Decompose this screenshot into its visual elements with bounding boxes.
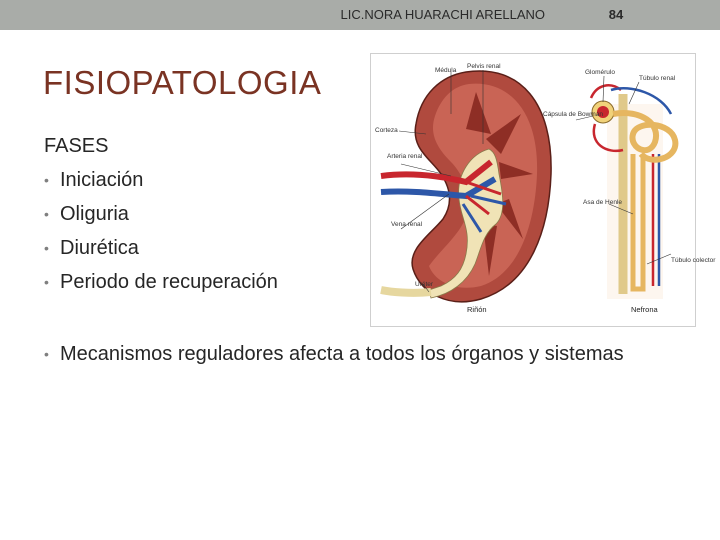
fase-item: • Iniciación xyxy=(44,163,278,197)
fases-heading: FASES xyxy=(44,135,109,157)
label-corteza: Corteza xyxy=(375,127,398,134)
label-tubulo-renal: Túbulo renal xyxy=(639,75,676,82)
label-asa-henle: Asa de Henle xyxy=(583,199,623,206)
paragraph xyxy=(44,340,684,368)
slide-title: FISIOPATOLOGIA xyxy=(43,64,322,101)
bullet-icon: • xyxy=(44,346,49,362)
fases-list xyxy=(44,163,278,299)
label-vena-renal: Vena renal xyxy=(391,221,423,228)
author-name: LIC.NORA HUARACHI ARELLANO xyxy=(340,7,545,22)
caption-rinon: Riñón xyxy=(467,305,487,314)
label-medula: Médula xyxy=(435,67,457,74)
fase-item: • Periodo de recuperación xyxy=(44,265,278,299)
label-tubulo-colector: Túbulo colector xyxy=(671,257,716,264)
label-pelvis-renal: Pelvis renal xyxy=(467,63,501,70)
fase-item: • Diurética xyxy=(44,231,278,265)
label-capsula-bowman: Cápsula de Bowman xyxy=(543,111,603,118)
ureter xyxy=(381,290,431,293)
label-glomerulo: Glomérulo xyxy=(585,69,615,76)
paragraph-text: Mecanismos reguladores afecta a todos los órganos y sistemas xyxy=(60,343,624,365)
kidney-illustration xyxy=(371,54,716,326)
label-ureter: Uréter xyxy=(415,281,434,288)
page-number: 84 xyxy=(608,7,624,22)
label-arteria-renal: Arteria renal xyxy=(387,153,423,160)
header-bar xyxy=(0,0,720,30)
caption-nefrona: Nefrona xyxy=(631,305,658,314)
kidney-nephron-figure xyxy=(370,53,716,327)
fase-item: • Oliguria xyxy=(44,197,278,231)
